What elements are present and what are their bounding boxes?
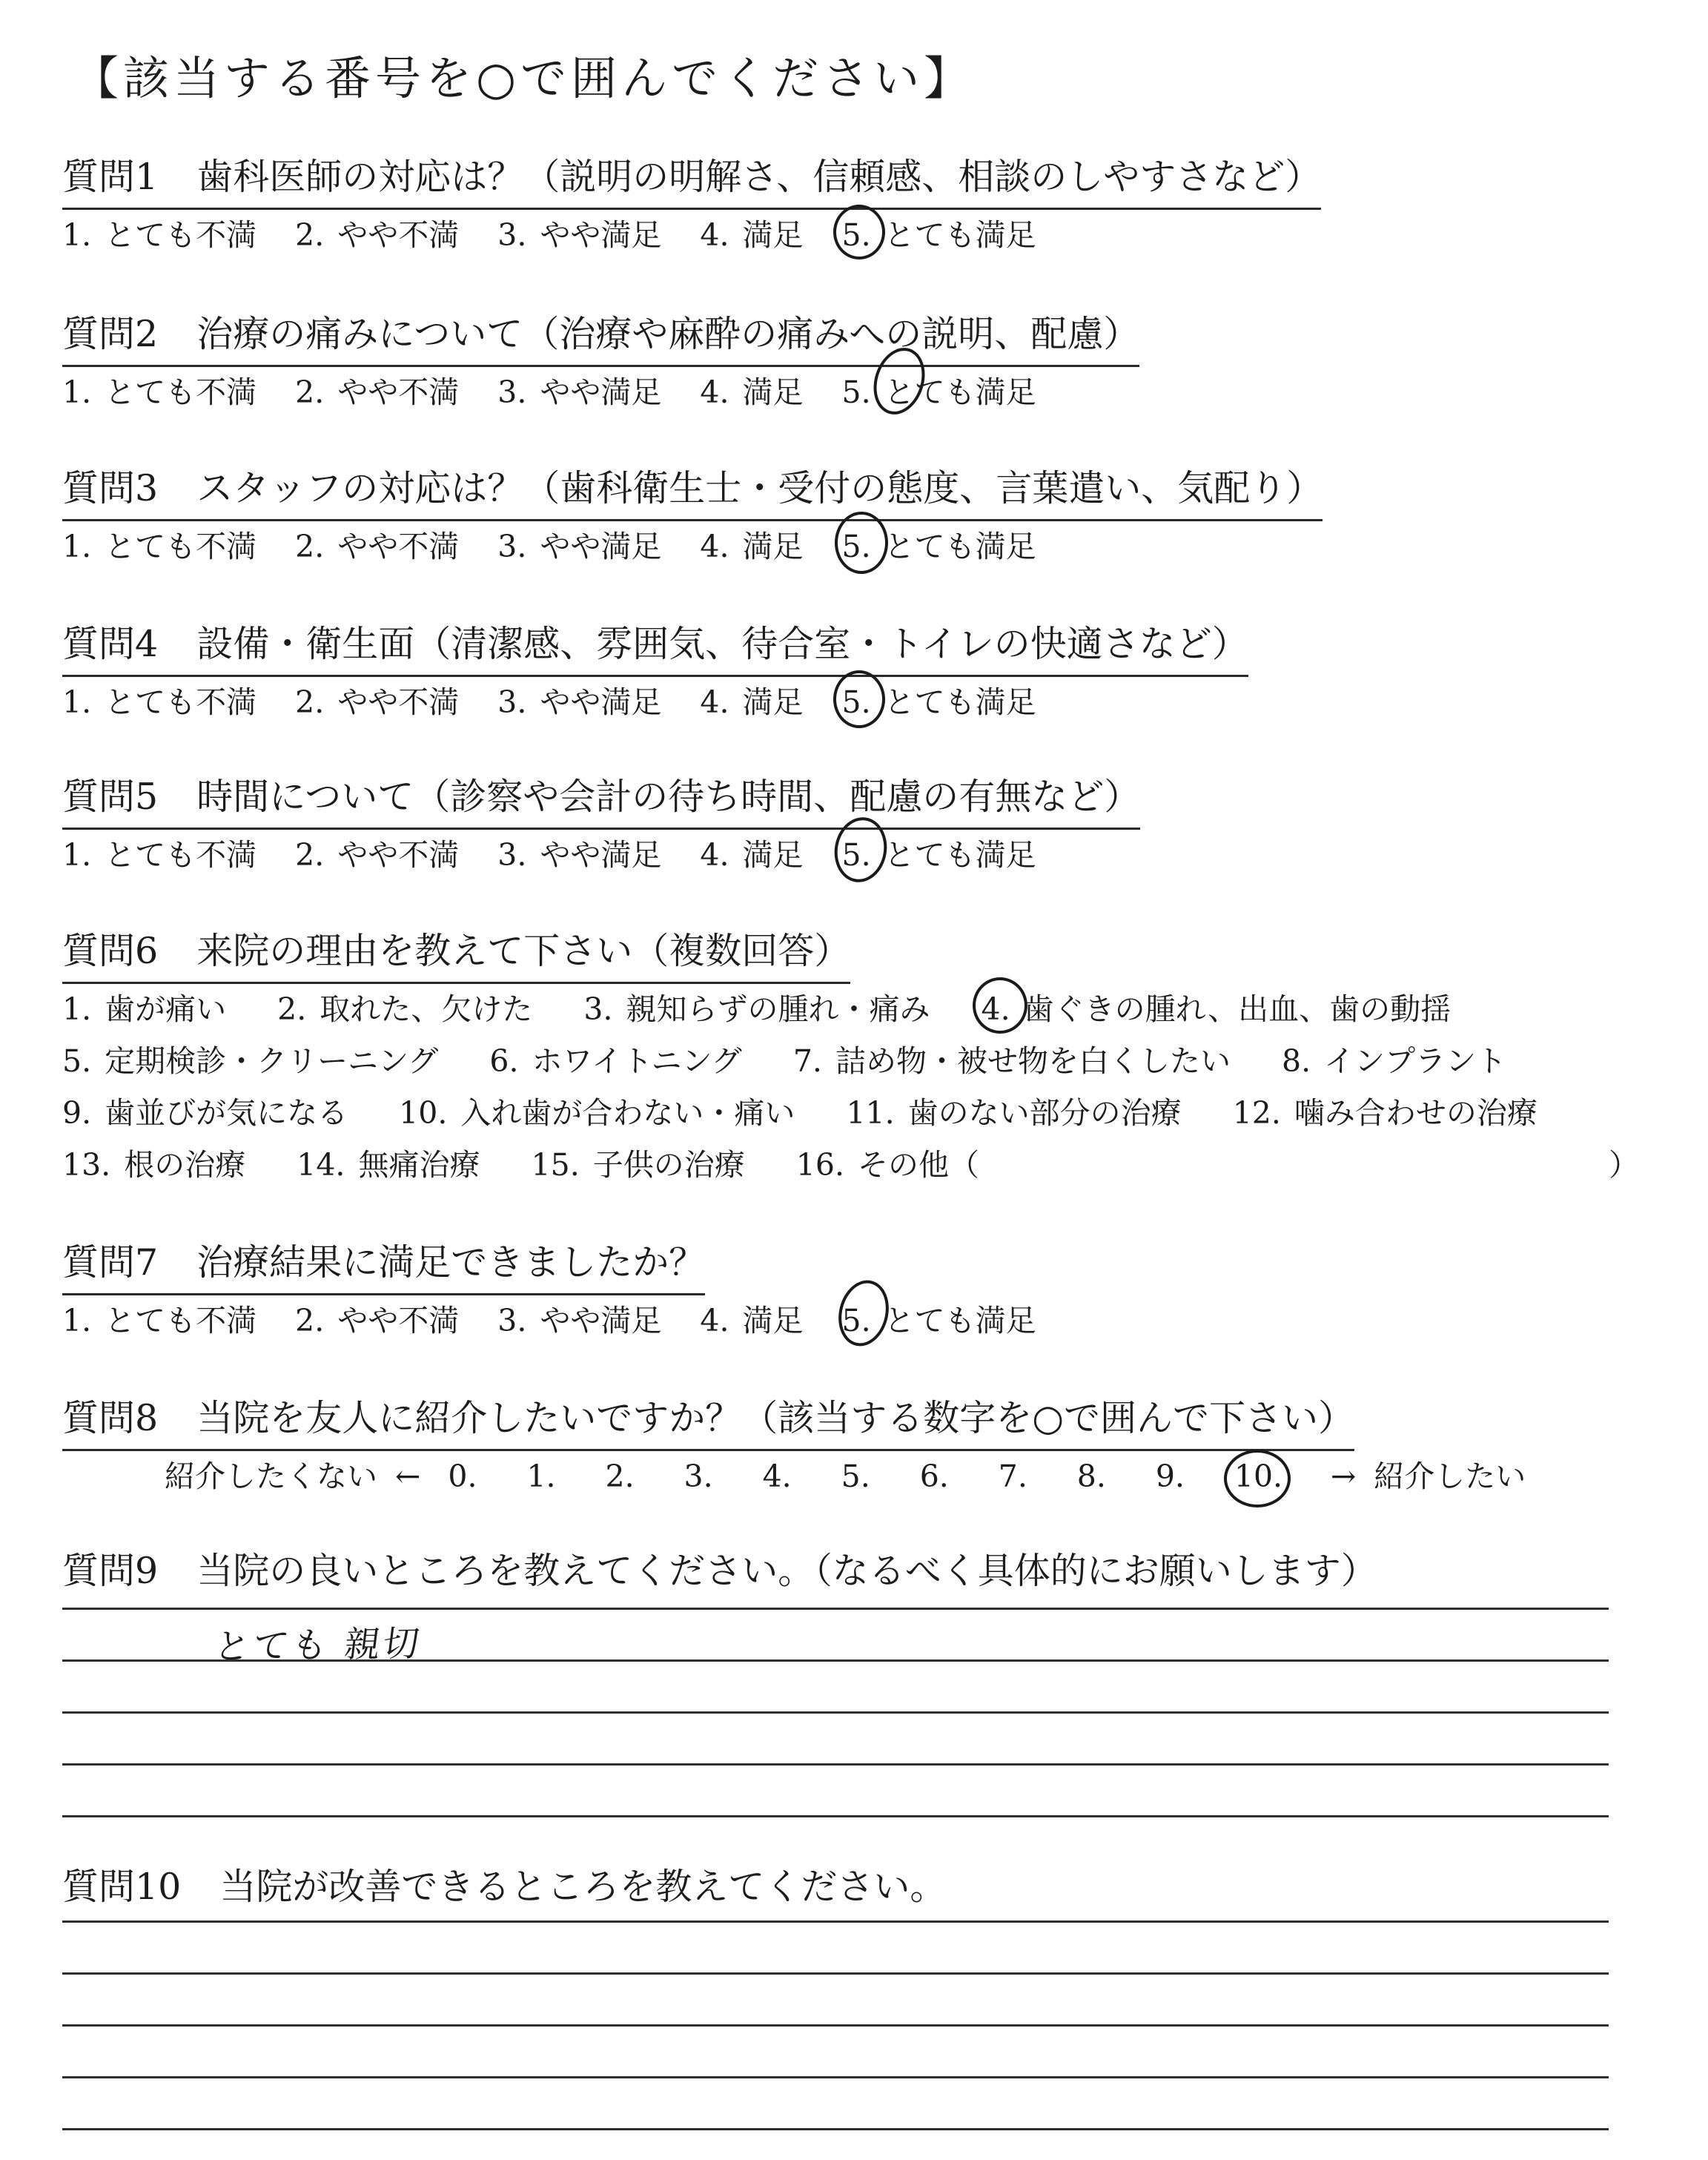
reason-option[interactable]: 2. 取れた、欠けた	[277, 991, 533, 1027]
answer-line	[62, 2076, 1609, 2078]
question-number: 質問2	[62, 313, 159, 355]
question-number: 質問10	[62, 1866, 182, 1908]
handwritten-answer: とても 親切	[211, 1622, 425, 1668]
reason-option[interactable]: 10. 入れ歯が合わない・痛い	[399, 1095, 795, 1131]
reason-option[interactable]: 7. 詰め物・被せ物を白くしたい	[792, 1043, 1231, 1079]
question-text: 来院の理由を教えて下さい（複数回答）	[196, 930, 851, 972]
reason-option[interactable]: 13. 根の治療	[62, 1147, 246, 1183]
scale-number[interactable]: 0.	[448, 1459, 477, 1494]
question-1-title	[62, 148, 1321, 210]
question-text: 設備・衛生面（清潔感、雰囲気、待合室・トイレの快適さなど）	[196, 623, 1248, 665]
option-3[interactable]: 3. やや満足	[497, 217, 662, 253]
question-number: 質問5	[62, 776, 159, 818]
option-1[interactable]: 1. とても不満	[62, 529, 257, 564]
option-1[interactable]: 1. とても不満	[62, 1303, 257, 1338]
option-5[interactable]: 5. とても満足	[842, 678, 1036, 721]
answer-line	[62, 1972, 1609, 1975]
reason-option[interactable]: 11. 歯のない部分の治療	[846, 1095, 1182, 1131]
option-5[interactable]: 5. とても満足	[842, 830, 1036, 874]
scale-number[interactable]: 1.	[526, 1459, 556, 1494]
question-text: 時間について（診察や会計の待ち時間、配慮の有無など）	[196, 776, 1141, 818]
scale-number[interactable]: 2.	[605, 1459, 635, 1494]
question-text: 治療結果に満足できましたか？	[196, 1241, 706, 1284]
reason-row-4	[62, 1140, 1021, 1184]
question-text: 治療の痛みについて（治療や麻酔の痛みへの説明、配慮）	[196, 313, 1140, 355]
answer-line	[62, 1659, 1609, 1662]
reason-option[interactable]: 12. 噛み合わせの治療	[1232, 1095, 1537, 1131]
question-number: 質問7	[62, 1241, 159, 1284]
question-number: 質問4	[62, 623, 159, 665]
option-4[interactable]: 4. 満足	[700, 837, 804, 873]
option-5[interactable]: 5. とても満足	[842, 522, 1036, 566]
scale-number[interactable]: 5.	[841, 1459, 870, 1494]
question-7-options	[62, 1296, 1075, 1340]
question-number: 質問9	[62, 1550, 159, 1592]
right-arrow-icon: →	[1330, 1459, 1357, 1494]
answer-line	[62, 1920, 1609, 1923]
question-3-title	[62, 460, 1323, 521]
reason-row-3	[62, 1089, 1579, 1132]
question-1-options	[62, 211, 1075, 254]
reason-option[interactable]: 6. ホワイトニング	[489, 1043, 742, 1079]
option-2[interactable]: 2. やや不満	[295, 529, 460, 564]
left-arrow-icon: ←	[395, 1459, 421, 1494]
question-number: 質問8	[62, 1397, 159, 1439]
option-2[interactable]: 2. やや不満	[295, 1303, 460, 1338]
option-3[interactable]: 3. やや満足	[497, 684, 662, 720]
scale-number[interactable]: 7.	[998, 1459, 1027, 1494]
question-2-title	[62, 305, 1139, 367]
reason-option[interactable]: 14. 無痛治療	[297, 1147, 480, 1183]
answer-line	[62, 1763, 1609, 1766]
question-number: 質問1	[62, 156, 159, 198]
question-2-options	[62, 368, 1075, 412]
option-5[interactable]: 5. とても満足	[842, 1296, 1036, 1340]
reason-option[interactable]: 5. 定期検診・クリーニング	[62, 1043, 439, 1079]
option-1[interactable]: 1. とても不満	[62, 837, 257, 873]
reason-option[interactable]: 1. 歯が痛い	[62, 991, 227, 1027]
reason-option[interactable]: 15. 子供の治療	[531, 1147, 745, 1183]
question-5-title	[62, 768, 1140, 830]
option-1[interactable]: 1. とても不満	[62, 684, 257, 720]
answer-line	[62, 1711, 1609, 1714]
question-3-options	[62, 522, 1075, 566]
option-2[interactable]: 2. やや不満	[295, 837, 460, 873]
scale-number[interactable]: 8.	[1076, 1459, 1106, 1494]
option-4[interactable]: 4. 満足	[700, 1303, 804, 1338]
left-label: 紹介したくない	[165, 1459, 377, 1494]
answer-line	[62, 2024, 1609, 2027]
question-5-options	[62, 830, 1075, 874]
other-close-paren: ）	[1609, 1147, 1639, 1183]
question-number: 質問3	[62, 467, 159, 509]
option-4[interactable]: 4. 満足	[700, 374, 804, 410]
question-text: スタッフの対応は？（歯科衛生士・受付の態度、言葉遣い、気配り）	[196, 467, 1323, 509]
question-7-title	[62, 1234, 705, 1295]
question-8-title	[62, 1390, 1354, 1451]
option-3[interactable]: 3. やや満足	[497, 837, 662, 873]
question-text: 歯科医師の対応は？（説明の明解さ、信頼感、相談のしやすさなど）	[196, 156, 1322, 198]
question-10-title	[62, 1858, 946, 1918]
reason-option[interactable]: 4. 歯ぐきの腫れ、出血、歯の動揺	[982, 985, 1452, 1028]
scale-number[interactable]: 9.	[1155, 1459, 1185, 1494]
reason-row-2	[62, 1037, 1548, 1080]
question-9-title	[62, 1542, 1377, 1602]
question-number: 質問6	[62, 930, 159, 972]
option-5[interactable]: 5. とても満足	[842, 368, 1036, 412]
question-4-options	[62, 678, 1075, 721]
question-text: 当院が改善できるところを教えてください。	[219, 1866, 947, 1908]
answer-line	[62, 2128, 1609, 2130]
question-6-title	[62, 922, 850, 984]
option-3[interactable]: 3. やや満足	[497, 1303, 662, 1338]
option-4[interactable]: 4. 満足	[700, 529, 804, 564]
question-text: 当院の良いところを教えてください。（なるべく具体的にお願いします）	[196, 1550, 1377, 1592]
page-title: 【該当する番号を○で囲んでください】	[73, 51, 975, 105]
scale-number[interactable]: 4.	[762, 1459, 792, 1494]
scale-number-10[interactable]: 10.	[1234, 1459, 1303, 1494]
reason-option[interactable]: 8. インプラント	[1282, 1043, 1507, 1079]
option-2[interactable]: 2. やや不満	[295, 374, 460, 410]
reason-option-other[interactable]: 16. その他（	[795, 1147, 980, 1183]
reason-option[interactable]: 3. 親知らずの腫れ・痛み	[583, 991, 930, 1027]
scale-number[interactable]: 3.	[683, 1459, 713, 1494]
option-5[interactable]: 5. とても満足	[842, 211, 1036, 254]
option-3[interactable]: 3. やや満足	[497, 529, 662, 564]
right-label: 紹介したい	[1374, 1459, 1526, 1494]
reason-row-1	[62, 985, 1492, 1028]
scale-number[interactable]: 6.	[919, 1459, 949, 1494]
answer-line	[62, 1608, 1609, 1610]
option-1[interactable]: 1. とても不満	[62, 217, 257, 253]
recommend-scale	[165, 1452, 1526, 1496]
question-4-title	[62, 615, 1248, 677]
option-1[interactable]: 1. とても不満	[62, 374, 257, 410]
reason-option[interactable]: 9. 歯並びが気になる	[62, 1095, 348, 1131]
option-3[interactable]: 3. やや満足	[497, 374, 662, 410]
question-text: 当院を友人に紹介したいですか？（該当する数字を○で囲んで下さい）	[196, 1397, 1354, 1439]
answer-line	[62, 1815, 1609, 1817]
option-4[interactable]: 4. 満足	[700, 684, 804, 720]
option-2[interactable]: 2. やや不満	[295, 684, 460, 720]
option-4[interactable]: 4. 満足	[700, 217, 804, 253]
option-2[interactable]: 2. やや不満	[295, 217, 460, 253]
